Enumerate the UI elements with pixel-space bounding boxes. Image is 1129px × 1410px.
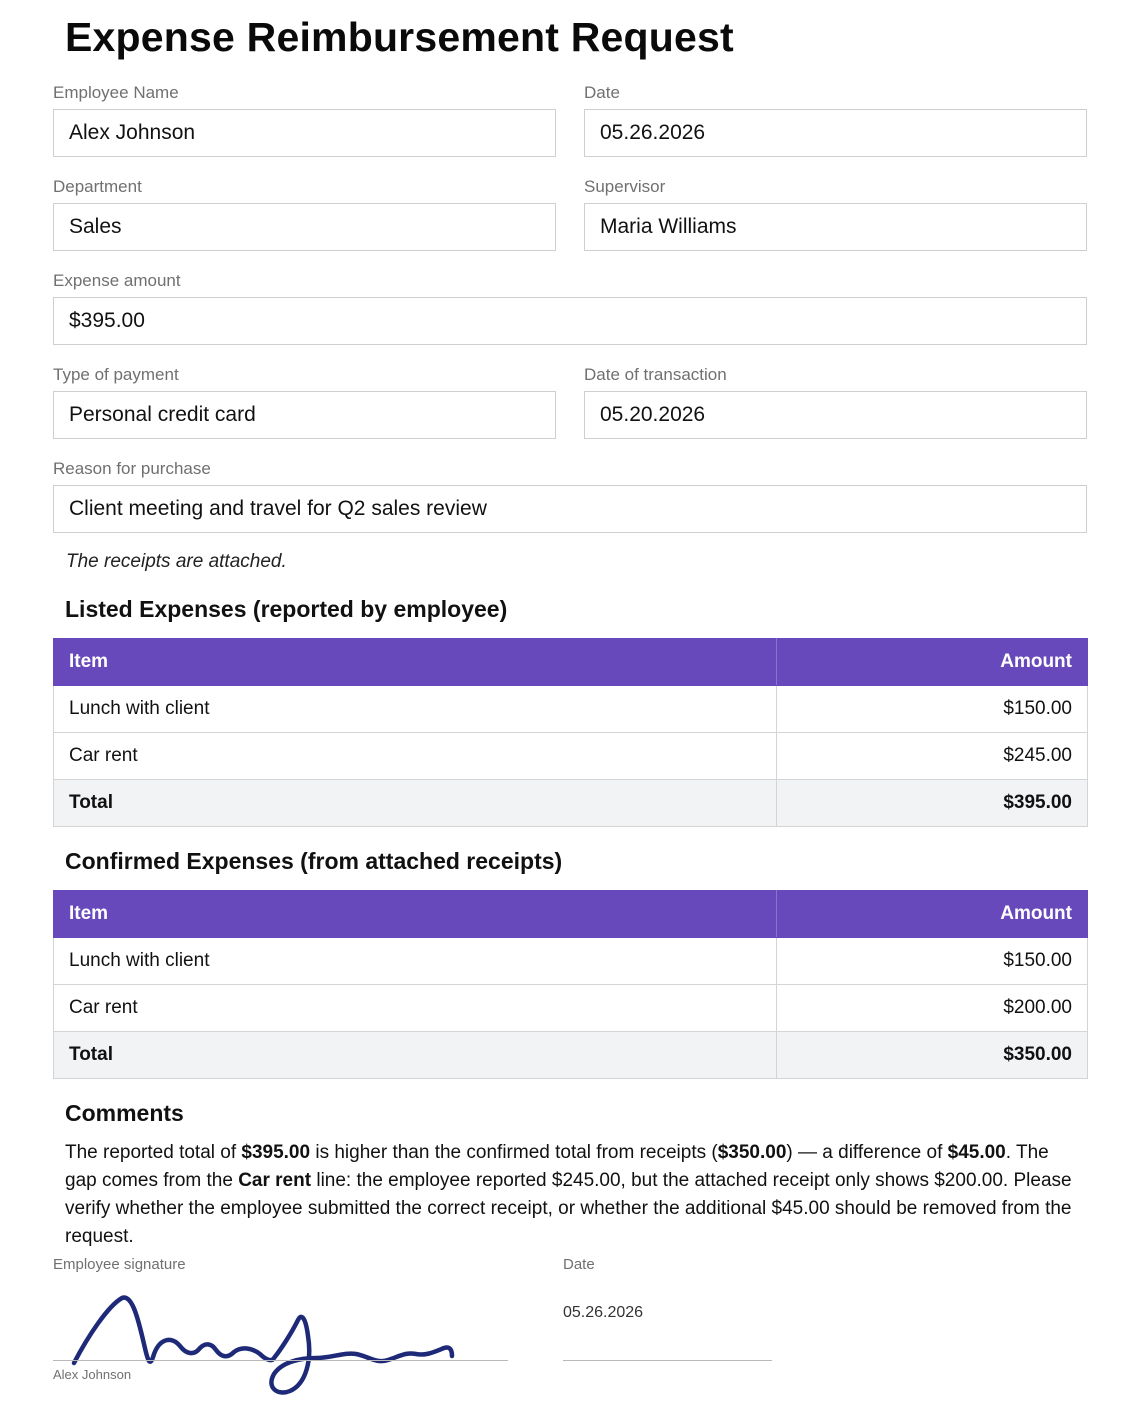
- supervisor-label: Supervisor: [584, 177, 666, 196]
- total-amount: $350.00: [777, 1032, 1088, 1079]
- total-row: [54, 780, 1088, 827]
- confirmed-total-emphasis: $350.00: [717, 1142, 787, 1163]
- table-row: [54, 733, 1088, 780]
- item-cell: Car rent: [54, 985, 777, 1032]
- signature-date-value: 05.26.2026: [563, 1304, 644, 1321]
- payment-type-label: Type of payment: [53, 365, 179, 384]
- table-header-row: [54, 891, 1088, 938]
- reported-total-emphasis: $395.00: [241, 1142, 311, 1163]
- comments-text-part: . The gap comes from the: [65, 1142, 1049, 1191]
- date-field: [584, 83, 1087, 157]
- employee-name-field: [53, 83, 556, 157]
- total-label: Total: [54, 1032, 777, 1079]
- reason-input[interactable]: Client meeting and travel for Q2 sales review: [53, 485, 1087, 533]
- supervisor-field: [584, 177, 1087, 251]
- date-label: Date: [584, 83, 620, 102]
- receipts-note: The receipts are attached.: [66, 551, 287, 572]
- table-header-row: [54, 639, 1088, 686]
- column-header-item: Item: [54, 639, 777, 686]
- employee-name-input[interactable]: Alex Johnson: [53, 109, 556, 157]
- page-title: Expense Reimbursement Request: [65, 14, 734, 60]
- reason-field: [53, 459, 1087, 533]
- comments-text: [65, 1139, 1085, 1251]
- item-cell: Lunch with client: [54, 686, 777, 733]
- total-row: [54, 1032, 1088, 1079]
- expense-amount-field: [53, 271, 1087, 345]
- amount-cell: $245.00: [777, 733, 1088, 780]
- listed-expenses-table: [53, 638, 1088, 827]
- column-header-amount: Amount: [777, 891, 1088, 938]
- difference-emphasis: $45.00: [947, 1142, 1006, 1163]
- item-cell: Car rent: [54, 733, 777, 780]
- comments-text-part: is higher than the confirmed total from receipts (: [310, 1142, 718, 1163]
- department-label: Department: [53, 177, 142, 196]
- payment-type-field: [53, 365, 556, 439]
- supervisor-input[interactable]: Maria Williams: [584, 203, 1087, 251]
- confirmed-expenses-table: [53, 890, 1088, 1079]
- column-header-amount: Amount: [777, 639, 1088, 686]
- payment-type-input[interactable]: Personal credit card: [53, 391, 556, 439]
- car-rent-emphasis: Car rent: [238, 1170, 312, 1191]
- item-cell: Lunch with client: [54, 938, 777, 985]
- expense-amount-label: Expense amount: [53, 271, 181, 290]
- amount-cell: $150.00: [777, 686, 1088, 733]
- comments-text-part: ) — a difference of: [786, 1142, 948, 1163]
- total-amount: $395.00: [777, 780, 1088, 827]
- signature-date-label: Date: [563, 1256, 595, 1273]
- table-row: [54, 686, 1088, 733]
- total-label: Total: [54, 780, 777, 827]
- transaction-date-input[interactable]: 05.20.2026: [584, 391, 1087, 439]
- column-header-item: Item: [54, 891, 777, 938]
- signer-name: Alex Johnson: [53, 1367, 132, 1382]
- confirmed-expenses-title: Confirmed Expenses (from attached receipts): [65, 848, 563, 874]
- signature-line: [53, 1360, 508, 1361]
- amount-cell: $150.00: [777, 938, 1088, 985]
- transaction-date-label: Date of transaction: [584, 365, 727, 384]
- date-input[interactable]: 05.26.2026: [584, 109, 1087, 157]
- table-row: [54, 938, 1088, 985]
- department-input[interactable]: Sales: [53, 203, 556, 251]
- comments-text-part: The reported total of: [65, 1142, 242, 1163]
- signature-label: Employee signature: [53, 1256, 186, 1273]
- comments-title: Comments: [65, 1100, 184, 1126]
- employee-name-label: Employee Name: [53, 83, 179, 102]
- reason-label: Reason for purchase: [53, 459, 211, 478]
- listed-expenses-title: Listed Expenses (reported by employee): [65, 596, 508, 622]
- expense-amount-input[interactable]: $395.00: [53, 297, 1087, 345]
- department-field: [53, 177, 556, 251]
- table-row: [54, 985, 1088, 1032]
- signature-date-line: [563, 1360, 772, 1361]
- transaction-date-field: [584, 365, 1087, 439]
- comments-text-part: line: the employee reported $245.00, but the attached receipt only shows $200.00. Please verify whether the employee submitted the correct receipt, or whether the additional $45.00 should be removed from the request.: [65, 1170, 1072, 1247]
- amount-cell: $200.00: [777, 985, 1088, 1032]
